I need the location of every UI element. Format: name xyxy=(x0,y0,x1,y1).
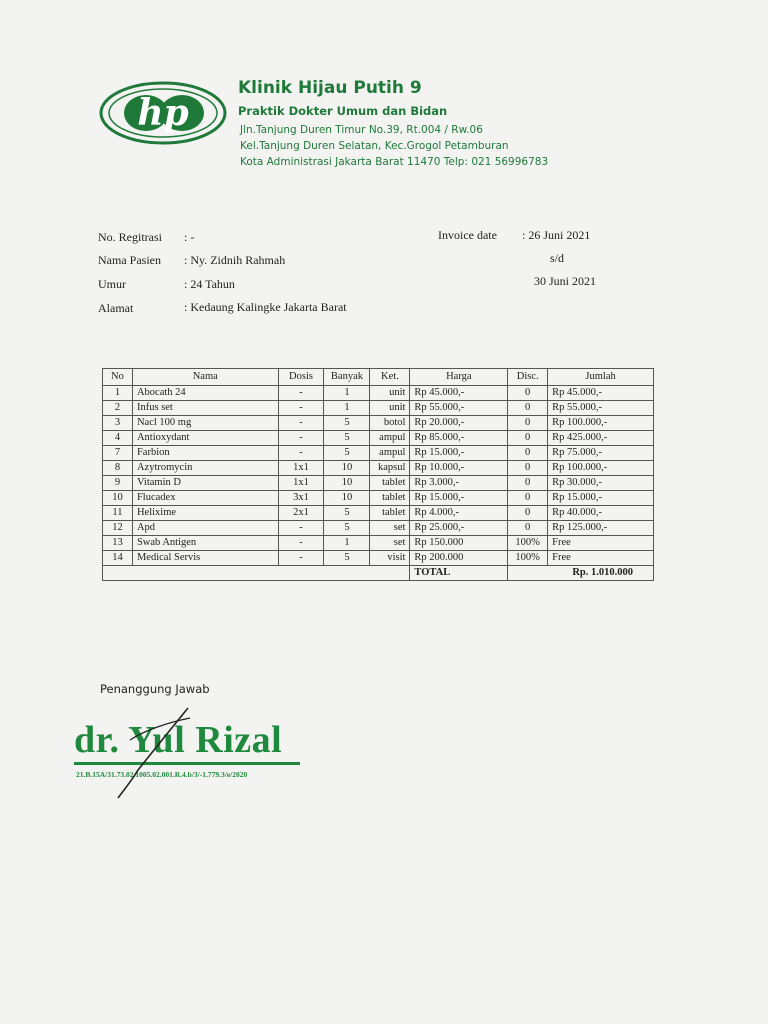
cell-no: 10 xyxy=(103,491,133,506)
cell-banyak: 10 xyxy=(324,476,370,491)
cell-harga: Rp 20.000,- xyxy=(410,416,508,431)
cell-jumlah: Rp 125.000,- xyxy=(548,521,654,536)
age-label: Umur xyxy=(98,277,126,291)
invoice-date-from: : 26 Juni 2021 xyxy=(522,228,591,242)
cell-jumlah: Rp 100.000,- xyxy=(548,416,654,431)
cell-dosis: - xyxy=(278,551,324,566)
cell-dosis: - xyxy=(278,431,324,446)
cell-disc: 0 xyxy=(508,401,548,416)
cell-dosis: - xyxy=(278,401,324,416)
clinic-address-line-1: Jln.Tanjung Duren Timur No.39, Rt.004 / Rw.06 xyxy=(240,124,483,136)
cell-no: 12 xyxy=(103,521,133,536)
total-label: TOTAL xyxy=(410,566,508,581)
cell-disc: 0 xyxy=(508,476,548,491)
address-value: : Kedaung Kalingke Jakarta Barat xyxy=(184,300,347,314)
cell-no: 1 xyxy=(103,386,133,401)
cell-no: 13 xyxy=(103,536,133,551)
cell-banyak: 5 xyxy=(324,551,370,566)
cell-ket: tablet xyxy=(370,491,410,506)
table-row xyxy=(103,461,654,476)
patient-name-label: Nama Pasien xyxy=(98,253,161,267)
cell-dosis: - xyxy=(278,536,324,551)
cell-disc: 100% xyxy=(508,551,548,566)
clinic-subtitle: Praktik Dokter Umum dan Bidan xyxy=(238,104,448,118)
cell-ket: tablet xyxy=(370,506,410,521)
cell-ket: unit xyxy=(370,386,410,401)
cell-harga: Rp 15.000,- xyxy=(410,446,508,461)
cell-harga: Rp 200.000 xyxy=(410,551,508,566)
cell-dosis: - xyxy=(278,416,324,431)
cell-dosis: 1x1 xyxy=(278,476,324,491)
cell-harga: Rp 4.000,- xyxy=(410,506,508,521)
cell-ket: set xyxy=(370,536,410,551)
cell-nama: Helixime xyxy=(132,506,278,521)
invoice-date-separator: s/d xyxy=(550,251,565,265)
cell-no: 14 xyxy=(103,551,133,566)
age-value: : 24 Tahun xyxy=(184,277,235,291)
cell-nama: Farbion xyxy=(132,446,278,461)
cell-harga: Rp 45.000,- xyxy=(410,386,508,401)
cell-ket: ampul xyxy=(370,431,410,446)
cell-banyak: 1 xyxy=(324,536,370,551)
cell-banyak: 5 xyxy=(324,416,370,431)
cell-no: 3 xyxy=(103,416,133,431)
cell-dosis: 3x1 xyxy=(278,491,324,506)
cell-jumlah: Free xyxy=(548,536,654,551)
cell-disc: 0 xyxy=(508,416,548,431)
table-row xyxy=(103,446,654,461)
cell-harga: Rp 150.000 xyxy=(410,536,508,551)
patient-name-value: : Ny. Zidnih Rahmah xyxy=(184,253,286,267)
reg-label: No. Regitrasi xyxy=(98,230,162,244)
clinic-name: Klinik Hijau Putih 9 xyxy=(238,78,422,98)
cell-ket: kapsul xyxy=(370,461,410,476)
cell-jumlah: Free xyxy=(548,551,654,566)
cell-nama: Abocath 24 xyxy=(132,386,278,401)
header-no: No xyxy=(103,369,133,386)
cell-jumlah: Rp 100.000,- xyxy=(548,461,654,476)
cell-banyak: 5 xyxy=(324,446,370,461)
cell-nama: Apd xyxy=(132,521,278,536)
cell-harga: Rp 3.000,- xyxy=(410,476,508,491)
cell-ket: tablet xyxy=(370,476,410,491)
cell-nama: Antioxydant xyxy=(132,431,278,446)
cell-nama: Medical Servis xyxy=(132,551,278,566)
header-dosis: Dosis xyxy=(278,369,324,386)
cell-no: 7 xyxy=(103,446,133,461)
cell-banyak: 10 xyxy=(324,491,370,506)
table-header-row xyxy=(103,369,654,386)
cell-disc: 0 xyxy=(508,461,548,476)
cell-no: 11 xyxy=(103,506,133,521)
table-row xyxy=(103,401,654,416)
table-row xyxy=(103,491,654,506)
header-nama: Nama xyxy=(132,369,278,386)
cell-banyak: 10 xyxy=(324,461,370,476)
cell-dosis: - xyxy=(278,386,324,401)
table-row xyxy=(103,551,654,566)
cell-jumlah: Rp 15.000,- xyxy=(548,491,654,506)
cell-disc: 0 xyxy=(508,521,548,536)
cell-nama: Flucadex xyxy=(132,491,278,506)
total-row xyxy=(103,566,654,581)
cell-dosis: 2x1 xyxy=(278,506,324,521)
total-spacer xyxy=(103,566,410,581)
cell-jumlah: Rp 55.000,- xyxy=(548,401,654,416)
header-jumlah: Jumlah xyxy=(548,369,654,386)
table-row xyxy=(103,431,654,446)
header-ket: Ket. xyxy=(370,369,410,386)
cell-jumlah: Rp 30.000,- xyxy=(548,476,654,491)
table-row xyxy=(103,476,654,491)
cell-banyak: 5 xyxy=(324,431,370,446)
cell-jumlah: Rp 425.000,- xyxy=(548,431,654,446)
cell-banyak: 5 xyxy=(324,506,370,521)
table-row xyxy=(103,386,654,401)
cell-ket: botol xyxy=(370,416,410,431)
clinic-address-line-3: Kota Administrasi Jakarta Barat 11470 Telp: 021 56996783 xyxy=(240,156,549,168)
cell-no: 8 xyxy=(103,461,133,476)
header-banyak: Banyak xyxy=(324,369,370,386)
cell-banyak: 5 xyxy=(324,521,370,536)
cell-harga: Rp 85.000,- xyxy=(410,431,508,446)
cell-nama: Vitamin D xyxy=(132,476,278,491)
cell-disc: 0 xyxy=(508,506,548,521)
cell-disc: 0 xyxy=(508,386,548,401)
cell-jumlah: Rp 40.000,- xyxy=(548,506,654,521)
cell-nama: Infus set xyxy=(132,401,278,416)
cell-dosis: 1x1 xyxy=(278,461,324,476)
cell-dosis: - xyxy=(278,446,324,461)
cell-nama: Azytromycin xyxy=(132,461,278,476)
cell-ket: set xyxy=(370,521,410,536)
table-row xyxy=(103,506,654,521)
cell-harga: Rp 55.000,- xyxy=(410,401,508,416)
cell-no: 4 xyxy=(103,431,133,446)
cell-nama: Nacl 100 mg xyxy=(132,416,278,431)
cell-harga: Rp 10.000,- xyxy=(410,461,508,476)
invoice-date-label: Invoice date xyxy=(438,228,497,242)
cell-banyak: 1 xyxy=(324,401,370,416)
cell-disc: 100% xyxy=(508,536,548,551)
cell-nama: Swab Antigen xyxy=(132,536,278,551)
total-value: Rp. 1.010.000 xyxy=(508,566,654,581)
cell-harga: Rp 25.000,- xyxy=(410,521,508,536)
cell-no: 2 xyxy=(103,401,133,416)
reg-value: : - xyxy=(184,230,195,244)
header-harga: Harga xyxy=(410,369,508,386)
clinic-logo xyxy=(98,80,228,146)
signature-stamp-number: 21.B.15A/31.73.02.1005.02.001.R.4.b/3/-1.779.3/e/2020 xyxy=(76,770,248,779)
cell-no: 9 xyxy=(103,476,133,491)
cell-ket: visit xyxy=(370,551,410,566)
signature-label: Penanggung Jawab xyxy=(100,682,210,696)
cell-ket: unit xyxy=(370,401,410,416)
clinic-address-line-2: Kel.Tanjung Duren Selatan, Kec.Grogol Petamburan xyxy=(240,140,509,152)
invoice-table xyxy=(102,368,654,581)
invoice-date-to: 30 Juni 2021 xyxy=(534,274,597,288)
cell-banyak: 1 xyxy=(324,386,370,401)
cell-disc: 0 xyxy=(508,491,548,506)
cell-jumlah: Rp 75.000,- xyxy=(548,446,654,461)
cell-disc: 0 xyxy=(508,431,548,446)
table-row xyxy=(103,416,654,431)
handwritten-signature xyxy=(100,700,200,800)
cell-ket: ampul xyxy=(370,446,410,461)
logo-text: hp xyxy=(137,92,189,134)
table-row xyxy=(103,521,654,536)
cell-jumlah: Rp 45.000,- xyxy=(548,386,654,401)
address-label: Alamat xyxy=(98,301,134,315)
table-row xyxy=(103,536,654,551)
cell-disc: 0 xyxy=(508,446,548,461)
cell-dosis: - xyxy=(278,521,324,536)
cell-harga: Rp 15.000,- xyxy=(410,491,508,506)
header-disc: Disc. xyxy=(508,369,548,386)
signature-stamp-name: dr. Yul Rizal xyxy=(74,719,283,761)
